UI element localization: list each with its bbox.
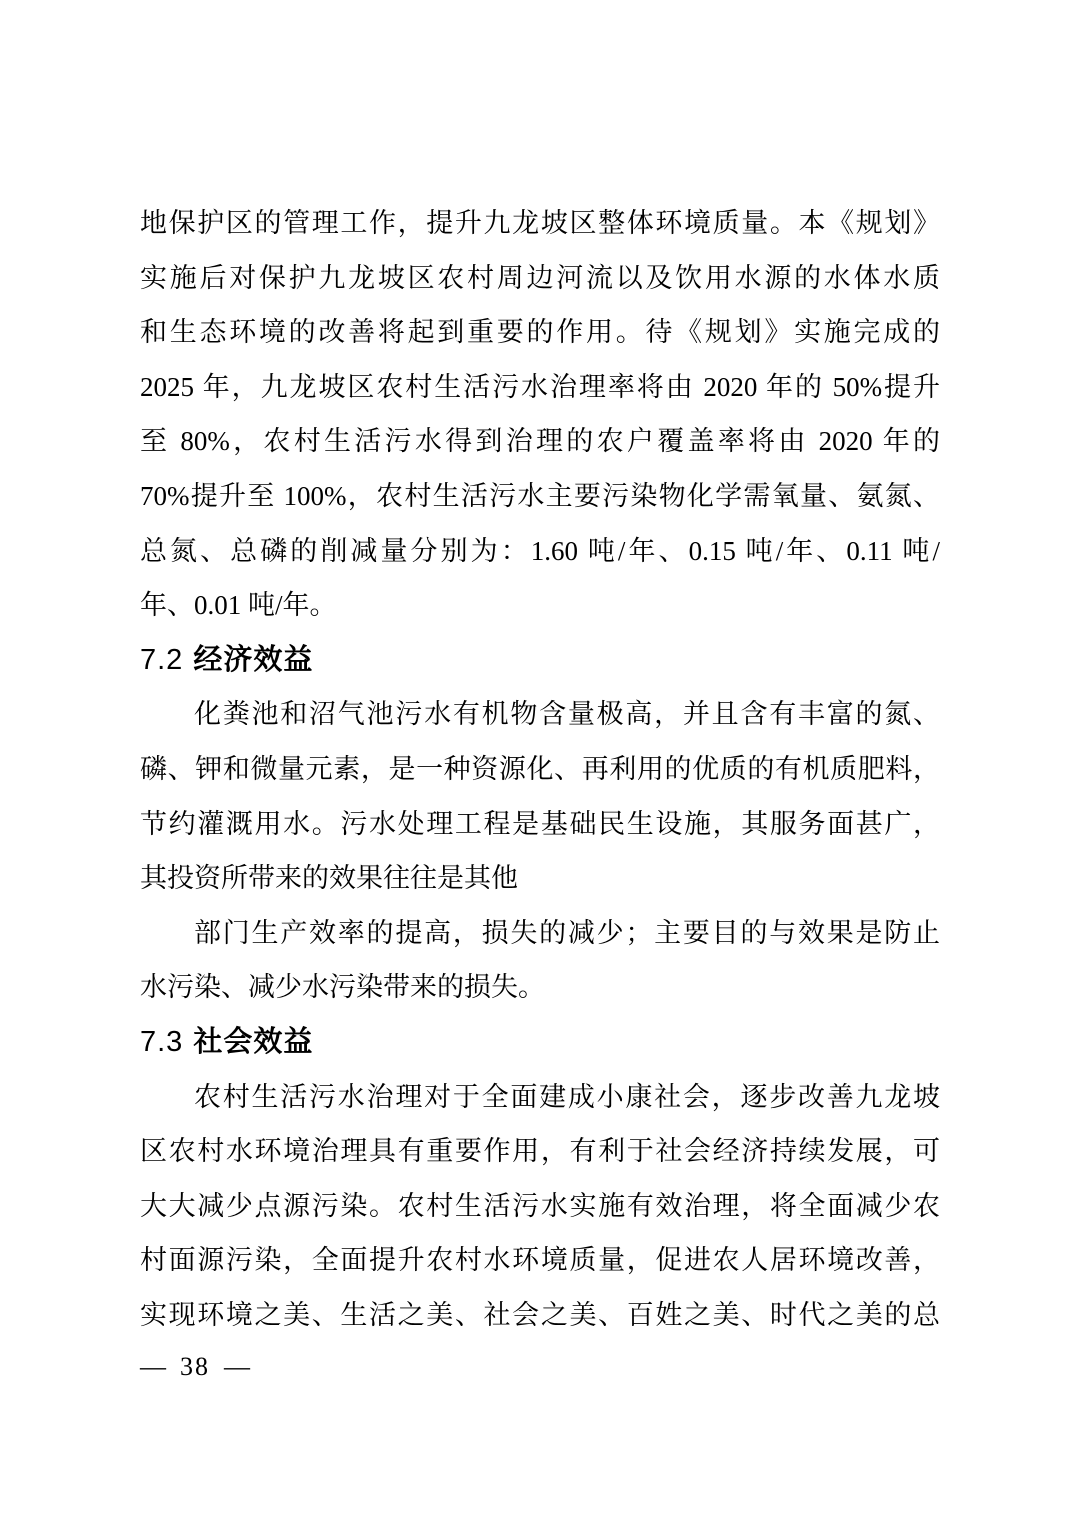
paragraph-4-line: 村面源污染，全面提升农村水环境质量，促进农人居环境改善， [140, 1245, 940, 1276]
section-number: 7.2 [140, 643, 184, 676]
paragraph-4-line: 实现环境之美、生活之美、社会之美、百姓之美、时代之美的总 [140, 1299, 940, 1330]
paragraph-4-line: 农村生活污水治理对于全面建成小康社会，逐步改善九龙坡 [194, 1081, 940, 1112]
paragraph-2-line: 节约灌溉用水。污水处理工程是基础民生设施，其服务面甚广， [140, 808, 940, 839]
paragraph-4-line: 大大减少点源污染。农村生活污水实施有效治理，将全面减少农 [140, 1190, 940, 1221]
paragraph-3-line: 水污染、减少水污染带来的损失。 [140, 972, 545, 1003]
paragraph-2-line: 磷、钾和微量元素，是一种资源化、再利用的优质的有机质肥料， [140, 753, 940, 784]
paragraph-1-line: 70%提升至 100%，农村生活污水主要污染物化学需氧量、氨氮、 [140, 480, 940, 511]
footer-dash-left: — [140, 1352, 166, 1381]
section-heading-7-2 [140, 633, 940, 688]
section-title: 经济效益 [193, 643, 314, 676]
footer-dash-right: — [224, 1352, 250, 1381]
page-number: 38 [180, 1352, 210, 1381]
page-footer [140, 1352, 250, 1382]
paragraph-1-line: 地保护区的管理工作，提升九龙坡区整体环境质量。本《规划》 [140, 208, 940, 238]
paragraph-1-line: 和生态环境的改善将起到重要的作用。待《规划》实施完成的 [140, 317, 940, 348]
section-title: 社会效益 [193, 1025, 314, 1058]
paragraph-1-line: 至 80%，农村生活污水得到治理的农户覆盖率将由 2020 年的 [140, 426, 940, 457]
section-heading-7-3 [140, 1015, 940, 1070]
paragraph-1-line: 总氮、总磷的削减量分别为：1.60 吨/年、0.15 吨/年、0.11 吨/ [140, 535, 940, 566]
paragraph-1-line: 2025 年，九龙坡区农村生活污水治理率将由 2020 年的 50%提升 [140, 371, 940, 402]
paragraph-1-line: 年、0.01 吨/年。 [140, 590, 337, 621]
section-number: 7.3 [140, 1025, 184, 1058]
paragraph-2-line: 化粪池和沼气池污水有机物含量极高，并且含有丰富的氮、 [194, 699, 940, 730]
paragraph-1-line: 实施后对保护九龙坡区农村周边河流以及饮用水源的水体水质 [140, 262, 940, 293]
paragraph-4-line: 区农村水环境治理具有重要作用，有利于社会经济持续发展，可 [140, 1136, 940, 1167]
document-body [140, 196, 940, 1342]
paragraph-3-line: 部门生产效率的提高，损失的减少；主要目的与效果是防止 [194, 917, 940, 948]
paragraph-2-line: 其投资所带来的效果往往是其他 [140, 863, 518, 894]
